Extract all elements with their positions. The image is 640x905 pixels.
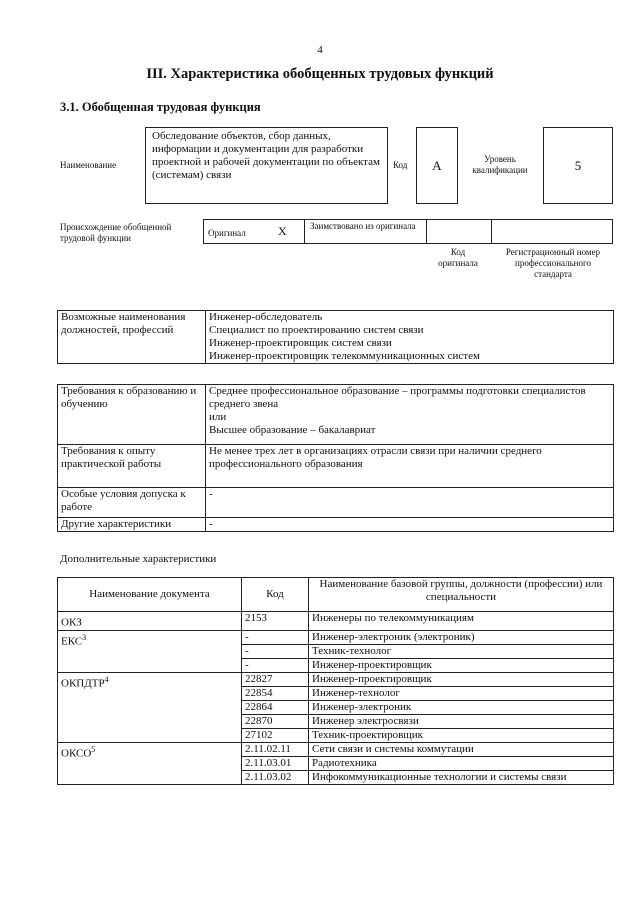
name-cell: Радиотехника: [309, 756, 614, 770]
name-cell: Инженер-электроник: [309, 700, 614, 714]
level-label: Уровень квалификации: [472, 154, 528, 175]
document-name-cell: [58, 672, 242, 742]
position-item: Инженер-проектировщик телекоммуникационных систем: [209, 350, 480, 362]
origin-row: [203, 219, 613, 244]
req-label: Другие характеристики: [58, 518, 206, 532]
divider: [426, 220, 427, 243]
reg-num-caption: Регистрационный номер профессионального стандарта: [505, 247, 601, 279]
code-cell: -: [242, 630, 309, 644]
table-row: [58, 612, 614, 631]
position-item: Инженер-проектировщик систем связи: [209, 337, 392, 349]
document-name-cell: [58, 612, 242, 631]
page-number: 4: [317, 44, 323, 56]
document-name: ОКПДТР: [61, 677, 105, 690]
function-name-box: Обследование объектов, сбор данных, информации и документации для разработки проектной и рабочей документации по объектам (системам) связи: [145, 127, 388, 204]
original-mark: Х: [278, 224, 287, 238]
code-cell: -: [242, 658, 309, 672]
section-title: III. Характеристика обобщенных трудовых функций: [146, 66, 494, 82]
positions-label: Возможные наименования должностей, профессий: [58, 311, 206, 364]
name-cell: Инженер электросвязи: [309, 714, 614, 728]
name-cell: Техник-технолог: [309, 644, 614, 658]
col-header-name: Наименование базовой группы, должности (профессии) или специальности: [309, 578, 614, 612]
code-cell: 2153: [242, 612, 309, 631]
footnote-ref: 5: [91, 744, 96, 754]
orig-code-caption: Код оригинала: [438, 247, 478, 268]
code-cell: 22827: [242, 672, 309, 686]
code-cell: -: [242, 644, 309, 658]
footnote-ref: 4: [104, 674, 109, 684]
name-cell: Инженеры по телекоммуникациям: [309, 612, 614, 631]
document-name-cell: [58, 742, 242, 784]
req-label: Требования к образованию и обучению: [58, 385, 206, 445]
name-label: Наименование: [60, 160, 117, 170]
code-value-box: А: [416, 127, 458, 204]
name-cell: Техник-проектировщик: [309, 728, 614, 742]
code-label: Код: [393, 160, 408, 170]
code-cell: 27102: [242, 728, 309, 742]
footnote-ref: 3: [82, 632, 87, 642]
document-name: ЕКС: [61, 635, 83, 648]
positions-table: [57, 310, 614, 364]
code-cell: 22870: [242, 714, 309, 728]
name-cell: Инженер-проектировщик: [309, 672, 614, 686]
name-cell: Инфокоммуникационные технологии и системы связи: [309, 770, 614, 784]
requirements-table: [57, 384, 614, 532]
divider: [304, 220, 305, 243]
name-cell: Инженер-технолог: [309, 686, 614, 700]
divider: [491, 220, 492, 243]
extra-characteristics-title: Дополнительные характеристики: [60, 553, 217, 565]
name-cell: Сети связи и системы коммутации: [309, 742, 614, 756]
origin-label: Происхождение обобщенной трудовой функции: [60, 222, 172, 243]
positions-list: [206, 311, 614, 364]
extra-characteristics-table: [57, 577, 614, 785]
table-row: [58, 672, 614, 686]
req-label: Особые условия допуска к работе: [58, 488, 206, 518]
level-value-box: 5: [543, 127, 613, 204]
req-value: Не менее трех лет в организациях отрасли связи при наличии среднего профессионального образования: [206, 445, 614, 488]
req-value: -: [206, 488, 614, 518]
req-value: -: [206, 518, 614, 532]
code-cell: 22864: [242, 700, 309, 714]
req-value: Среднее профессиональное образование – программы подготовки специалистов среднего звена или Высшее образование – бакалавриат: [206, 385, 614, 445]
table-row: [58, 630, 614, 644]
table-row: [58, 742, 614, 756]
code-cell: 2.11.03.02: [242, 770, 309, 784]
col-header-code: Код: [242, 578, 309, 612]
code-cell: 2.11.03.01: [242, 756, 309, 770]
req-label: Требования к опыту практической работы: [58, 445, 206, 488]
col-header-document: Наименование документа: [58, 578, 242, 612]
position-item: Инженер-обследователь: [209, 311, 323, 323]
code-cell: 22854: [242, 686, 309, 700]
original-label: Оригинал: [208, 228, 246, 238]
subsection-title: 3.1. Обобщенная трудовая функция: [60, 100, 261, 114]
document-name-cell: [58, 630, 242, 672]
position-item: Специалист по проектированию систем связи: [209, 324, 424, 336]
document-name: ОКЗ: [61, 616, 82, 629]
code-cell: 2.11.02.11: [242, 742, 309, 756]
name-cell: Инженер-электроник (электроник): [309, 630, 614, 644]
name-cell: Инженер-проектировщик: [309, 658, 614, 672]
borrowed-label: Заимствовано из оригинала: [310, 221, 416, 231]
document-name: ОКСО: [61, 747, 92, 760]
